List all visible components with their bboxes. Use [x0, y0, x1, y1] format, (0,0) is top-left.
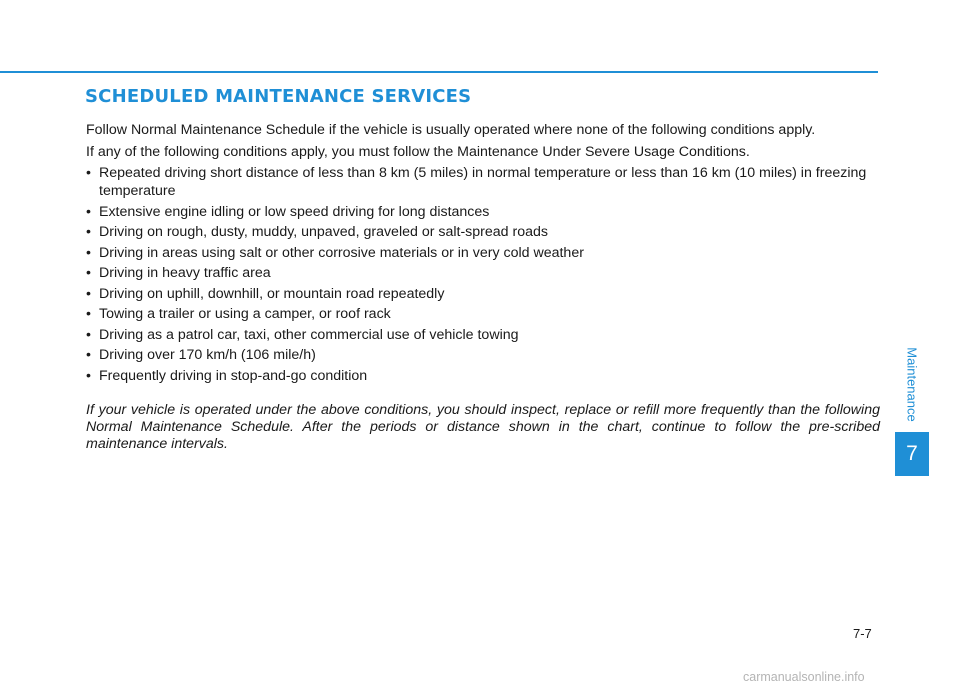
list-item: • Driving in heavy traffic area: [86, 264, 880, 282]
list-item: • Driving on rough, dusty, muddy, unpaved, graveled or salt-spread roads: [86, 223, 880, 241]
list-item: • Driving as a patrol car, taxi, other commercial use of vehicle towing: [86, 326, 880, 344]
main-content: [86, 84, 880, 453]
chapter-tab: 7: [895, 432, 929, 476]
list-item: • Repeated driving short distance of less than 8 km (5 miles) in normal temperature or less than 16 km (10 miles) in freezing temperature: [86, 164, 880, 200]
conditions-list: [86, 164, 880, 385]
list-item: • Driving in areas using salt or other corrosive materials or in very cold weather: [86, 244, 880, 262]
page-number: 7-7: [853, 626, 872, 641]
list-item: • Frequently driving in stop-and-go condition: [86, 367, 880, 385]
header-rule: [0, 71, 878, 73]
list-item: • Driving over 170 km/h (106 mile/h): [86, 346, 880, 364]
list-item: • Towing a trailer or using a camper, or roof rack: [86, 305, 880, 323]
conditions-intro-paragraph: If any of the following conditions apply, you must follow the Maintenance Under Severe Usage Conditions.: [86, 144, 750, 160]
intro-paragraph: Follow Normal Maintenance Schedule if the vehicle is usually operated where none of the following conditions apply.: [86, 122, 816, 138]
severe-usage-note: If your vehicle is operated under the above conditions, you should inspect, replace or refill more frequently than the following Normal Maintenance Schedule. After the periods or distance shown in the chart, continue to follow the pre-scribed maintenance intervals.: [86, 401, 880, 452]
list-item: • Extensive engine idling or low speed driving for long distances: [86, 203, 880, 221]
chapter-name: Maintenance: [904, 346, 920, 422]
section-title: SCHEDULED MAINTENANCE SERVICES: [85, 86, 472, 107]
watermark: carmanualsonline.info: [743, 670, 865, 684]
list-item: • Driving on uphill, downhill, or mountain road repeatedly: [86, 285, 880, 303]
chapter-side-label: [897, 343, 927, 425]
